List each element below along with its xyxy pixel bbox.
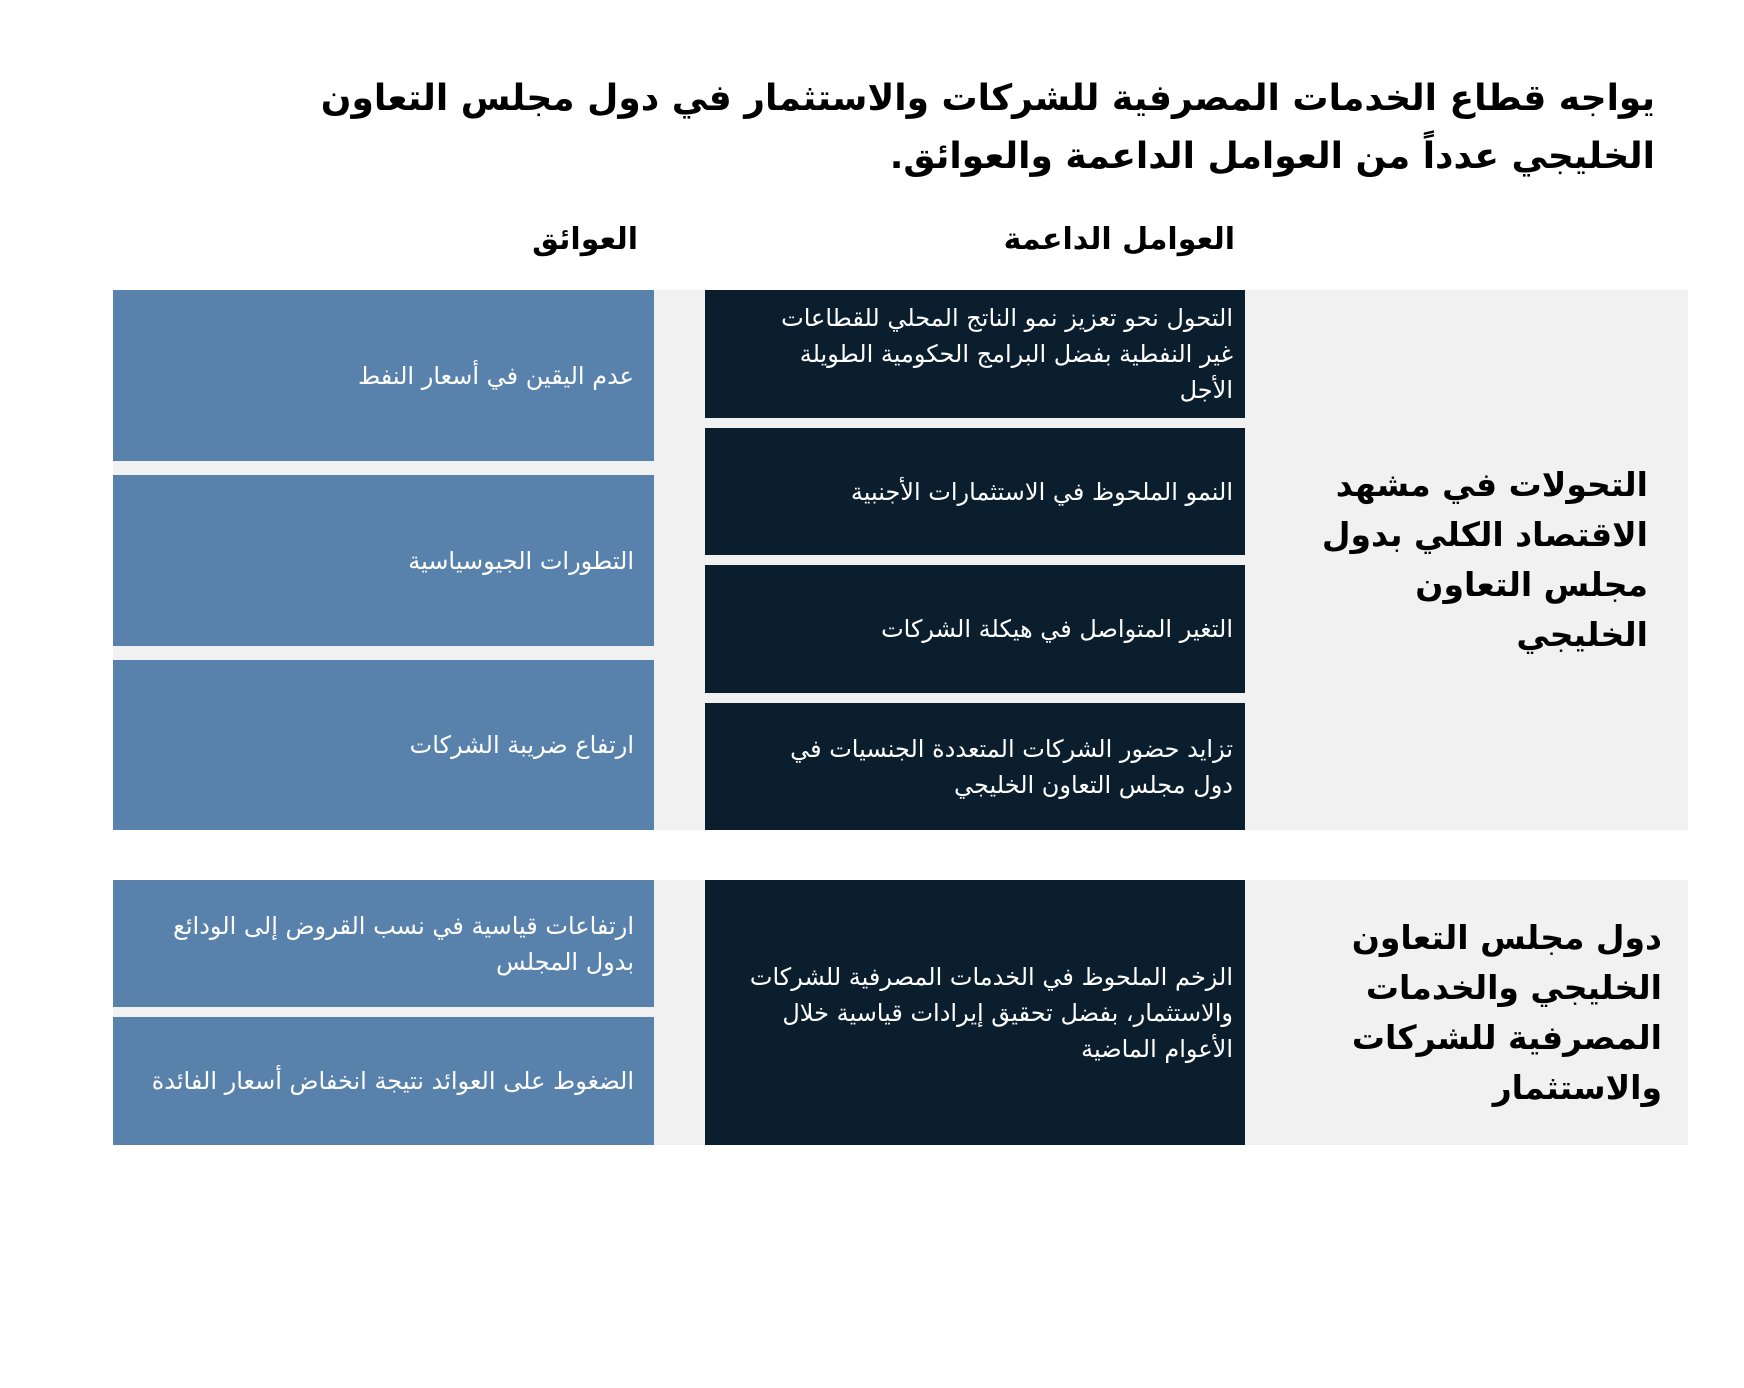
obstacle-text: عدم اليقين في أسعار النفط: [357, 361, 634, 390]
supporting-factor-cell: [705, 880, 1245, 1145]
supporting-factor-text: التحول نحو تعزيز نمو الناتج المحلي للقطاعات غير النفطية بفضل البرامج الحكومية الطويلة الأجل: [781, 304, 1233, 404]
page-title: يواجه قطاع الخدمات المصرفية للشركات والاستثمار في دول مجلس التعاون الخليجي عدداً من العوامل الداعمة والعوائق.: [320, 78, 1655, 177]
supporting-factor-cell: [705, 703, 1245, 830]
supporting-factor-text: الزخم الملحوظ في الخدمات المصرفية للشركات والاستثمار، بفضل تحقيق إيرادات قياسية خلال الأعوام الماضية: [749, 962, 1233, 1063]
supporting-factor-cell: [705, 428, 1245, 555]
row-label-macro: [1300, 290, 1648, 830]
obstacle-cell: [113, 290, 654, 461]
supporting-factor-text: النمو الملحوظ في الاستثمارات الأجنبية: [850, 477, 1233, 506]
obstacle-text: الضغوط على العوائد نتيجة انخفاض أسعار الفائدة: [151, 1067, 634, 1095]
obstacle-cell: [113, 880, 654, 1007]
obstacle-text: ارتفاع ضريبة الشركات: [409, 731, 634, 759]
obstacle-text: ارتفاعات قياسية في نسب القروض إلى الودائع بدول المجلس: [173, 911, 634, 976]
obstacle-text: التطورات الجيوسياسية: [408, 546, 634, 575]
obstacle-cell: [113, 1017, 654, 1145]
supporting-factor-cell: [705, 565, 1245, 693]
supporting-factors-header: العوامل الداعمة: [1003, 222, 1235, 257]
row-label-macro-text: التحولات في مشهد الاقتصاد الكلي بدول مجلس التعاون الخليجي: [1321, 465, 1648, 654]
supporting-factor-text: تزايد حضور الشركات المتعددة الجنسيات في دول مجلس التعاون الخليجي: [790, 734, 1233, 799]
obstacles-header: العوائق: [532, 222, 638, 257]
row-label-banking-text: دول مجلس التعاون الخليجي والخدمات المصرفية للشركات والاستثمار: [1351, 917, 1662, 1107]
obstacle-cell: [113, 475, 654, 646]
supporting-factor-text: التغير المتواصل في هيكلة الشركات: [881, 615, 1233, 643]
obstacle-cell: [113, 660, 654, 830]
row-label-banking: [1280, 880, 1662, 1145]
supporting-factor-cell: [705, 290, 1245, 418]
